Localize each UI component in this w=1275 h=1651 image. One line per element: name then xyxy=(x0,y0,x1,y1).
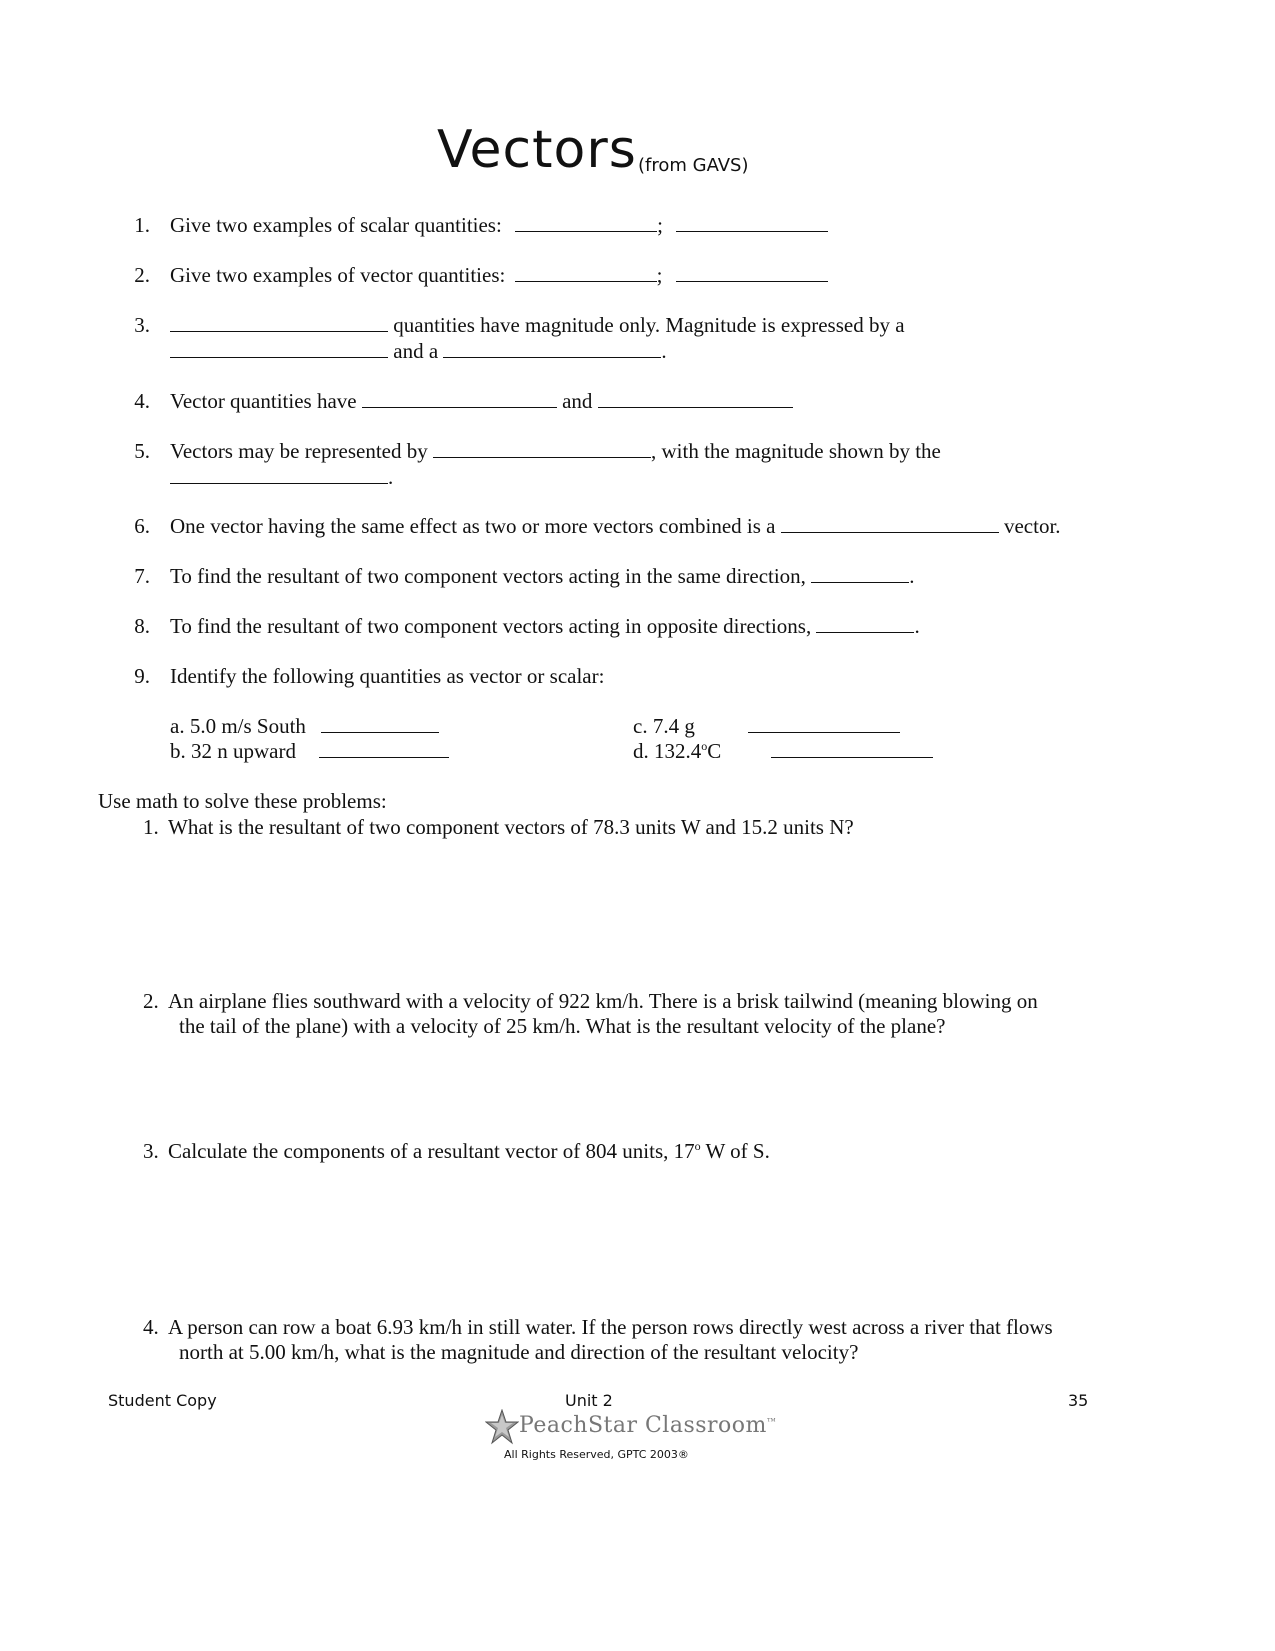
identify-item-c xyxy=(633,714,900,739)
separator: ; xyxy=(657,213,663,237)
answer-blank[interactable] xyxy=(748,714,900,733)
question-1 xyxy=(170,213,828,238)
item-label: b. 32 n upward xyxy=(170,739,296,763)
answer-blank[interactable] xyxy=(781,514,999,533)
answer-blank[interactable] xyxy=(433,439,651,458)
question-text: , with the magnitude shown by the xyxy=(650,439,941,463)
problem-number: 2. xyxy=(143,989,159,1013)
question-number: 5. xyxy=(134,439,150,463)
question-text: Vectors may be represented by xyxy=(170,439,428,463)
period: . xyxy=(388,465,394,489)
question-text: Vector quantities have xyxy=(170,389,357,413)
problem-text: What is the resultant of two component vectors of 78.3 units W and 15.2 units N? xyxy=(168,815,854,839)
problem-2 xyxy=(143,989,1038,1014)
footer-center: Unit 2 xyxy=(565,1391,613,1410)
question-text: One vector having the same effect as two or more vectors combined is a xyxy=(170,514,776,538)
identify-item-a xyxy=(170,714,439,739)
trademark: ™ xyxy=(766,1415,776,1426)
question-2 xyxy=(170,263,828,288)
question-5-line-2 xyxy=(170,465,393,490)
item-label: a. 5.0 m/s South xyxy=(170,714,306,738)
problems-heading: Use math to solve these problems: xyxy=(98,789,387,813)
question-number: 4. xyxy=(134,389,150,413)
question-number: 2. xyxy=(134,263,150,287)
answer-blank[interactable] xyxy=(676,263,828,282)
answer-blank[interactable] xyxy=(443,339,661,358)
question-number: 1. xyxy=(134,213,150,237)
page-subtitle: (from GAVS) xyxy=(638,155,749,176)
footer-left: Student Copy xyxy=(108,1391,217,1410)
question-number: 3. xyxy=(134,313,150,337)
answer-blank[interactable] xyxy=(362,389,557,408)
degree-symbol: o xyxy=(701,739,708,753)
question-9: Identify the following quantities as vector or scalar: xyxy=(170,664,605,688)
question-number: 8. xyxy=(134,614,150,638)
problem-2-line-2: the tail of the plane) with a velocity of 25 km/h. What is the resultant velocity of the plane? xyxy=(179,1014,946,1038)
answer-blank[interactable] xyxy=(321,714,439,733)
question-number: 7. xyxy=(134,564,150,588)
question-text: To find the resultant of two component vectors acting in the same direction, xyxy=(170,564,806,588)
item-label: c. 7.4 g xyxy=(633,714,695,738)
question-number: 9. xyxy=(134,664,150,688)
answer-blank[interactable] xyxy=(170,313,388,332)
page-number: 35 xyxy=(1068,1391,1089,1410)
question-3-line-2 xyxy=(170,339,667,364)
answer-blank[interactable] xyxy=(676,213,828,232)
logo-text: PeachStar Classroom xyxy=(519,1412,767,1438)
answer-blank[interactable] xyxy=(816,614,914,633)
problem-4-line-2: north at 5.00 km/h, what is the magnitude and direction of the resultant velocity? xyxy=(179,1340,859,1364)
question-text: and a xyxy=(393,339,439,363)
item-unit: C xyxy=(707,739,722,763)
identify-item-d xyxy=(633,739,933,764)
answer-blank[interactable] xyxy=(170,465,388,484)
question-6 xyxy=(170,514,1061,539)
question-text: and xyxy=(562,389,593,413)
question-text: vector. xyxy=(1003,514,1061,538)
question-text: quantities have magnitude only. Magnitude is expressed by a xyxy=(393,313,905,337)
problem-text: An airplane flies southward with a velocity of 922 km/h. There is a brisk tailwind (meaning blowing on xyxy=(168,989,1038,1013)
page-title: Vectors xyxy=(437,120,637,180)
footer-logo xyxy=(485,1409,776,1445)
answer-blank[interactable] xyxy=(771,739,933,758)
answer-blank[interactable] xyxy=(515,213,657,232)
problem-text: Calculate the components of a resultant vector of 804 units, 17 xyxy=(168,1139,695,1163)
question-4 xyxy=(170,389,793,414)
question-text: Give two examples of vector quantities: xyxy=(170,263,506,287)
problem-text: A person can row a boat 6.93 km/h in still water. If the person rows directly west across a river that flows xyxy=(168,1315,1053,1339)
period: . xyxy=(914,614,920,638)
answer-blank[interactable] xyxy=(170,339,388,358)
period: . xyxy=(909,564,915,588)
problem-1 xyxy=(143,815,854,840)
question-text: To find the resultant of two component vectors acting in opposite directions, xyxy=(170,614,812,638)
question-3-line-1 xyxy=(170,313,905,338)
period: . xyxy=(661,339,667,363)
item-label: d. 132.4 xyxy=(633,739,702,763)
copyright: All Rights Reserved, GPTC 2003® xyxy=(504,1448,689,1461)
question-8 xyxy=(170,614,920,639)
answer-blank[interactable] xyxy=(598,389,793,408)
question-number: 6. xyxy=(134,514,150,538)
problem-number: 3. xyxy=(143,1139,159,1163)
peachstar-star-icon xyxy=(485,1409,519,1445)
answer-blank[interactable] xyxy=(515,263,657,282)
degree-symbol: o xyxy=(694,1139,701,1153)
question-5-line-1 xyxy=(170,439,941,464)
problem-text: W of S. xyxy=(700,1139,770,1163)
problem-number: 4. xyxy=(143,1315,159,1339)
separator: ; xyxy=(656,263,663,287)
problem-number: 1. xyxy=(143,815,159,839)
question-7 xyxy=(170,564,914,589)
problem-4 xyxy=(143,1315,1053,1340)
answer-blank[interactable] xyxy=(811,564,909,583)
answer-blank[interactable] xyxy=(319,739,449,758)
identify-item-b xyxy=(170,739,449,764)
problem-3 xyxy=(143,1139,770,1164)
question-text: Give two examples of scalar quantities: xyxy=(170,213,502,237)
